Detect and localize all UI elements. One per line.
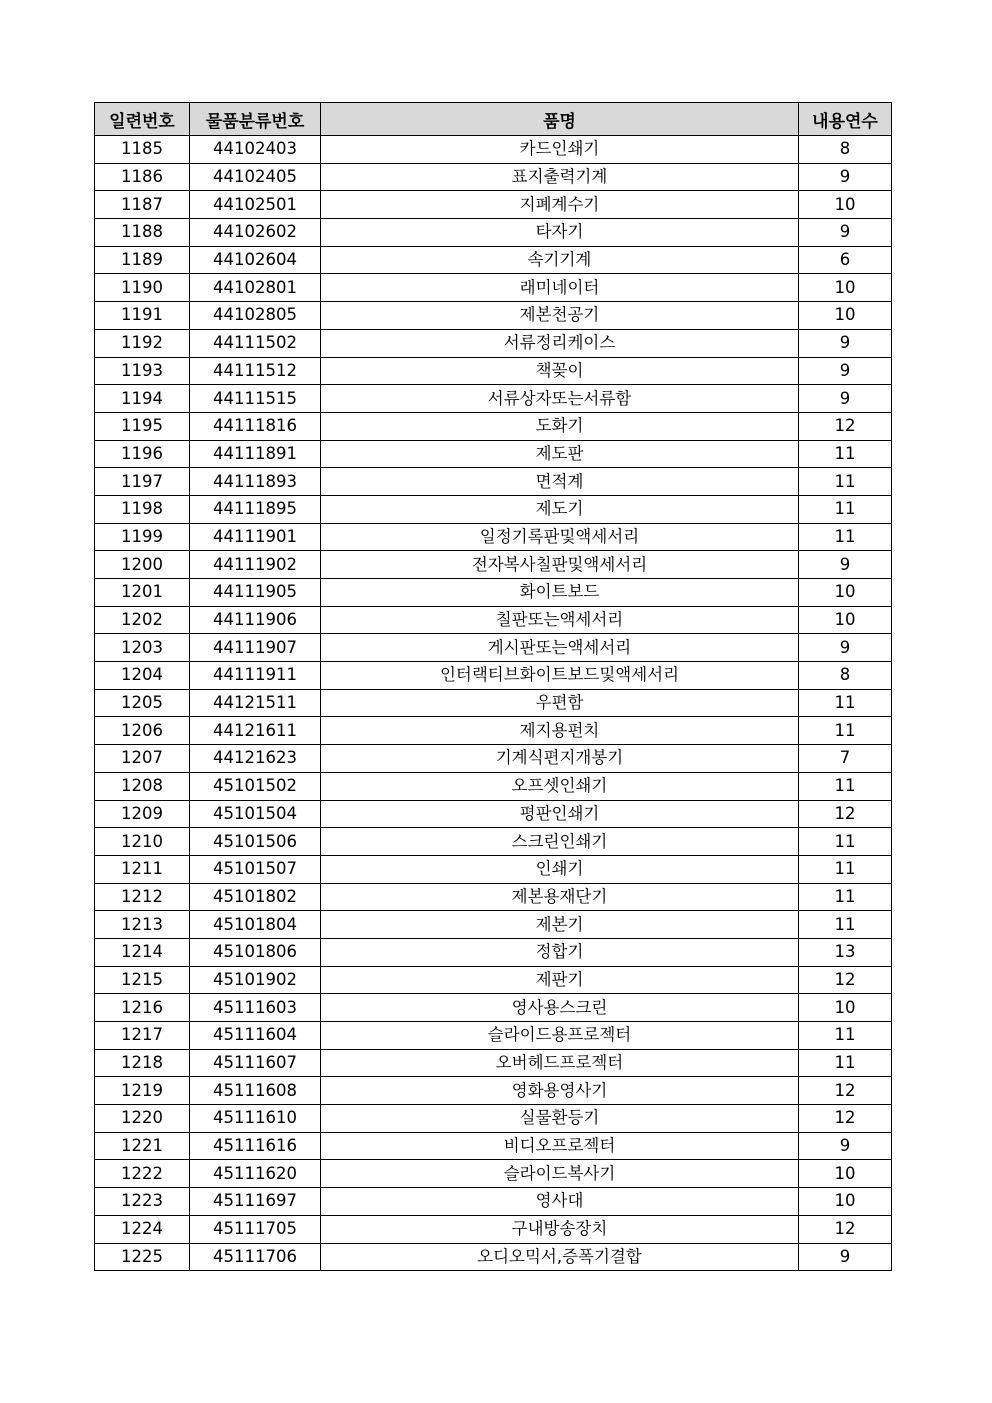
item-name-cell: 서류상자또는서류함 bbox=[321, 385, 799, 413]
item-name-cell: 책꽂이 bbox=[321, 357, 799, 385]
table-row bbox=[95, 163, 892, 191]
serial-number-cell: 1208 bbox=[95, 772, 190, 800]
serial-number-cell: 1197 bbox=[95, 468, 190, 496]
classification-number-cell: 45101507 bbox=[190, 855, 321, 883]
serial-number-cell: 1210 bbox=[95, 828, 190, 856]
table-row bbox=[95, 1188, 892, 1216]
table-row bbox=[95, 385, 892, 413]
table-row bbox=[95, 745, 892, 773]
serial-number-cell: 1204 bbox=[95, 662, 190, 690]
item-name-cell: 속기기계 bbox=[321, 246, 799, 274]
serial-number-cell: 1214 bbox=[95, 938, 190, 966]
item-name-cell: 영사대 bbox=[321, 1188, 799, 1216]
classification-number-cell: 44111893 bbox=[190, 468, 321, 496]
table-row bbox=[95, 717, 892, 745]
serial-number-cell: 1222 bbox=[95, 1160, 190, 1188]
item-name-cell: 제본천공기 bbox=[321, 302, 799, 330]
table-row bbox=[95, 1243, 892, 1271]
classification-number-cell: 44111502 bbox=[190, 329, 321, 357]
classification-number-cell: 45111603 bbox=[190, 994, 321, 1022]
classification-number-cell: 44111515 bbox=[190, 385, 321, 413]
item-name-cell: 제도기 bbox=[321, 495, 799, 523]
useful-life-cell: 10 bbox=[799, 191, 892, 219]
serial-number-cell: 1225 bbox=[95, 1243, 190, 1271]
serial-number-cell: 1213 bbox=[95, 911, 190, 939]
serial-number-cell: 1207 bbox=[95, 745, 190, 773]
serial-number-cell: 1212 bbox=[95, 883, 190, 911]
table-row bbox=[95, 219, 892, 247]
serial-number-cell: 1211 bbox=[95, 855, 190, 883]
item-name-cell: 구내방송장치 bbox=[321, 1215, 799, 1243]
item-name-cell: 제지용펀치 bbox=[321, 717, 799, 745]
item-name-cell: 오디오믹서,증폭기결합 bbox=[321, 1243, 799, 1271]
classification-number-cell: 44102403 bbox=[190, 136, 321, 164]
serial-number-cell: 1196 bbox=[95, 440, 190, 468]
useful-life-cell: 9 bbox=[799, 385, 892, 413]
serial-number-cell: 1191 bbox=[95, 302, 190, 330]
item-name-cell: 타자기 bbox=[321, 219, 799, 247]
item-name-cell: 실물환등기 bbox=[321, 1105, 799, 1133]
useful-life-cell: 12 bbox=[799, 1215, 892, 1243]
classification-number-cell: 45111604 bbox=[190, 1022, 321, 1050]
table-row bbox=[95, 468, 892, 496]
item-name-cell: 제판기 bbox=[321, 966, 799, 994]
item-name-cell: 지폐계수기 bbox=[321, 191, 799, 219]
serial-number-cell: 1209 bbox=[95, 800, 190, 828]
useful-life-cell: 11 bbox=[799, 468, 892, 496]
useful-life-cell: 9 bbox=[799, 551, 892, 579]
item-name-cell: 오버헤드프로젝터 bbox=[321, 1049, 799, 1077]
item-name-cell: 인터랙티브화이트보드및액세서리 bbox=[321, 662, 799, 690]
classification-number-cell: 44102604 bbox=[190, 246, 321, 274]
serial-number-cell: 1205 bbox=[95, 689, 190, 717]
classification-number-cell: 44111891 bbox=[190, 440, 321, 468]
table-row bbox=[95, 772, 892, 800]
useful-life-cell: 11 bbox=[799, 828, 892, 856]
classification-number-cell: 44102501 bbox=[190, 191, 321, 219]
item-name-cell: 인쇄기 bbox=[321, 855, 799, 883]
serial-number-cell: 1201 bbox=[95, 579, 190, 607]
classification-number-cell: 44111901 bbox=[190, 523, 321, 551]
item-name-cell: 슬라이드용프로젝터 bbox=[321, 1022, 799, 1050]
classification-number-cell: 45101804 bbox=[190, 911, 321, 939]
table-row bbox=[95, 1077, 892, 1105]
useful-life-cell: 11 bbox=[799, 855, 892, 883]
serial-number-cell: 1188 bbox=[95, 219, 190, 247]
serial-number-cell: 1221 bbox=[95, 1132, 190, 1160]
useful-life-cell: 11 bbox=[799, 1022, 892, 1050]
useful-life-cell: 11 bbox=[799, 883, 892, 911]
classification-number-cell: 45111610 bbox=[190, 1105, 321, 1133]
table-row bbox=[95, 136, 892, 164]
useful-life-cell: 10 bbox=[799, 302, 892, 330]
table-row bbox=[95, 828, 892, 856]
classification-number-cell: 45111607 bbox=[190, 1049, 321, 1077]
useful-life-cell: 8 bbox=[799, 662, 892, 690]
table-body bbox=[95, 136, 892, 1271]
serial-number-cell: 1198 bbox=[95, 495, 190, 523]
serial-number-cell: 1194 bbox=[95, 385, 190, 413]
table-header-row bbox=[95, 103, 892, 136]
serial-number-cell: 1185 bbox=[95, 136, 190, 164]
classification-number-cell: 45101806 bbox=[190, 938, 321, 966]
table-row bbox=[95, 523, 892, 551]
serial-number-cell: 1215 bbox=[95, 966, 190, 994]
serial-number-cell: 1203 bbox=[95, 634, 190, 662]
serial-number-cell: 1224 bbox=[95, 1215, 190, 1243]
classification-number-cell: 44111512 bbox=[190, 357, 321, 385]
useful-life-cell: 11 bbox=[799, 911, 892, 939]
classification-number-cell: 45111608 bbox=[190, 1077, 321, 1105]
classification-number-cell: 44102602 bbox=[190, 219, 321, 247]
useful-life-cell: 11 bbox=[799, 495, 892, 523]
serial-number-cell: 1219 bbox=[95, 1077, 190, 1105]
classification-number-cell: 44102801 bbox=[190, 274, 321, 302]
serial-number-cell: 1218 bbox=[95, 1049, 190, 1077]
item-name-cell: 제본용재단기 bbox=[321, 883, 799, 911]
useful-life-cell: 7 bbox=[799, 745, 892, 773]
classification-number-cell: 45101802 bbox=[190, 883, 321, 911]
serial-number-cell: 1190 bbox=[95, 274, 190, 302]
useful-life-cell: 11 bbox=[799, 717, 892, 745]
item-name-cell: 면적계 bbox=[321, 468, 799, 496]
item-name-cell: 게시판또는액세서리 bbox=[321, 634, 799, 662]
classification-number-cell: 44111905 bbox=[190, 579, 321, 607]
useful-life-cell: 12 bbox=[799, 1105, 892, 1133]
classification-number-cell: 44121511 bbox=[190, 689, 321, 717]
header-useful-life: 내용연수 bbox=[799, 103, 892, 136]
item-name-cell: 스크린인쇄기 bbox=[321, 828, 799, 856]
item-name-cell: 표지출력기계 bbox=[321, 163, 799, 191]
useful-life-cell: 11 bbox=[799, 440, 892, 468]
header-serial-number: 일련번호 bbox=[95, 103, 190, 136]
serial-number-cell: 1216 bbox=[95, 994, 190, 1022]
table-row bbox=[95, 1049, 892, 1077]
classification-number-cell: 44111907 bbox=[190, 634, 321, 662]
useful-life-cell: 9 bbox=[799, 1132, 892, 1160]
classification-number-cell: 45111616 bbox=[190, 1132, 321, 1160]
item-name-cell: 평판인쇄기 bbox=[321, 800, 799, 828]
useful-life-cell: 12 bbox=[799, 412, 892, 440]
useful-life-cell: 10 bbox=[799, 994, 892, 1022]
table-row bbox=[95, 440, 892, 468]
classification-number-cell: 45111620 bbox=[190, 1160, 321, 1188]
useful-life-cell: 11 bbox=[799, 772, 892, 800]
useful-life-cell: 9 bbox=[799, 634, 892, 662]
classification-number-cell: 44121611 bbox=[190, 717, 321, 745]
classification-number-cell: 44102805 bbox=[190, 302, 321, 330]
table-row bbox=[95, 1132, 892, 1160]
serial-number-cell: 1189 bbox=[95, 246, 190, 274]
classification-number-cell: 44111911 bbox=[190, 662, 321, 690]
item-name-cell: 서류정리케이스 bbox=[321, 329, 799, 357]
serial-number-cell: 1187 bbox=[95, 191, 190, 219]
classification-number-cell: 44111906 bbox=[190, 606, 321, 634]
useful-life-cell: 11 bbox=[799, 689, 892, 717]
useful-life-cell: 12 bbox=[799, 966, 892, 994]
useful-life-cell: 9 bbox=[799, 163, 892, 191]
table-row bbox=[95, 191, 892, 219]
classification-number-cell: 44111816 bbox=[190, 412, 321, 440]
classification-number-cell: 45101504 bbox=[190, 800, 321, 828]
useful-life-cell: 10 bbox=[799, 606, 892, 634]
table-row bbox=[95, 689, 892, 717]
header-classification-number: 물품분류번호 bbox=[190, 103, 321, 136]
table-row bbox=[95, 994, 892, 1022]
serial-number-cell: 1195 bbox=[95, 412, 190, 440]
table-row bbox=[95, 662, 892, 690]
table-row bbox=[95, 1160, 892, 1188]
item-name-cell: 비디오프로젝터 bbox=[321, 1132, 799, 1160]
table-row bbox=[95, 1105, 892, 1133]
table-row bbox=[95, 357, 892, 385]
table-row bbox=[95, 606, 892, 634]
item-name-cell: 기계식편지개봉기 bbox=[321, 745, 799, 773]
table-row bbox=[95, 800, 892, 828]
table-row bbox=[95, 1022, 892, 1050]
table-row bbox=[95, 966, 892, 994]
item-name-cell: 전자복사칠판및액세서리 bbox=[321, 551, 799, 579]
serial-number-cell: 1217 bbox=[95, 1022, 190, 1050]
item-name-cell: 래미네이터 bbox=[321, 274, 799, 302]
useful-life-cell: 9 bbox=[799, 329, 892, 357]
item-name-cell: 제본기 bbox=[321, 911, 799, 939]
useful-life-cell: 10 bbox=[799, 274, 892, 302]
classification-number-cell: 45101502 bbox=[190, 772, 321, 800]
serial-number-cell: 1186 bbox=[95, 163, 190, 191]
item-name-cell: 정합기 bbox=[321, 938, 799, 966]
item-name-cell: 영화용영사기 bbox=[321, 1077, 799, 1105]
useful-life-cell: 6 bbox=[799, 246, 892, 274]
useful-life-cell: 10 bbox=[799, 1160, 892, 1188]
item-name-cell: 제도판 bbox=[321, 440, 799, 468]
table-row bbox=[95, 551, 892, 579]
serial-number-cell: 1220 bbox=[95, 1105, 190, 1133]
table-row bbox=[95, 855, 892, 883]
table-row bbox=[95, 883, 892, 911]
useful-life-cell: 9 bbox=[799, 219, 892, 247]
serial-number-cell: 1199 bbox=[95, 523, 190, 551]
item-lifespan-table bbox=[94, 102, 892, 1271]
classification-number-cell: 45101902 bbox=[190, 966, 321, 994]
useful-life-cell: 11 bbox=[799, 523, 892, 551]
header-item-name: 품명 bbox=[321, 103, 799, 136]
table-row bbox=[95, 329, 892, 357]
classification-number-cell: 44111895 bbox=[190, 495, 321, 523]
item-name-cell: 칠판또는액세서리 bbox=[321, 606, 799, 634]
table-row bbox=[95, 412, 892, 440]
table-row bbox=[95, 246, 892, 274]
serial-number-cell: 1206 bbox=[95, 717, 190, 745]
table-row bbox=[95, 274, 892, 302]
useful-life-cell: 9 bbox=[799, 1243, 892, 1271]
useful-life-cell: 13 bbox=[799, 938, 892, 966]
classification-number-cell: 45111697 bbox=[190, 1188, 321, 1216]
classification-number-cell: 44121623 bbox=[190, 745, 321, 773]
table-row bbox=[95, 911, 892, 939]
useful-life-cell: 8 bbox=[799, 136, 892, 164]
item-name-cell: 일정기록판및액세서리 bbox=[321, 523, 799, 551]
item-name-cell: 우편함 bbox=[321, 689, 799, 717]
item-name-cell: 오프셋인쇄기 bbox=[321, 772, 799, 800]
classification-number-cell: 44102405 bbox=[190, 163, 321, 191]
classification-number-cell: 44111902 bbox=[190, 551, 321, 579]
useful-life-cell: 10 bbox=[799, 1188, 892, 1216]
useful-life-cell: 12 bbox=[799, 1077, 892, 1105]
useful-life-cell: 12 bbox=[799, 800, 892, 828]
useful-life-cell: 10 bbox=[799, 579, 892, 607]
item-name-cell: 화이트보드 bbox=[321, 579, 799, 607]
table-row bbox=[95, 579, 892, 607]
table-row bbox=[95, 938, 892, 966]
item-name-cell: 카드인쇄기 bbox=[321, 136, 799, 164]
serial-number-cell: 1223 bbox=[95, 1188, 190, 1216]
serial-number-cell: 1193 bbox=[95, 357, 190, 385]
useful-life-cell: 9 bbox=[799, 357, 892, 385]
useful-life-cell: 11 bbox=[799, 1049, 892, 1077]
serial-number-cell: 1200 bbox=[95, 551, 190, 579]
table-row bbox=[95, 302, 892, 330]
serial-number-cell: 1192 bbox=[95, 329, 190, 357]
item-name-cell: 영사용스크린 bbox=[321, 994, 799, 1022]
item-name-cell: 슬라이드복사기 bbox=[321, 1160, 799, 1188]
classification-number-cell: 45111705 bbox=[190, 1215, 321, 1243]
classification-number-cell: 45101506 bbox=[190, 828, 321, 856]
table-row bbox=[95, 634, 892, 662]
item-name-cell: 도화기 bbox=[321, 412, 799, 440]
table-row bbox=[95, 1215, 892, 1243]
serial-number-cell: 1202 bbox=[95, 606, 190, 634]
table-row bbox=[95, 495, 892, 523]
classification-number-cell: 45111706 bbox=[190, 1243, 321, 1271]
